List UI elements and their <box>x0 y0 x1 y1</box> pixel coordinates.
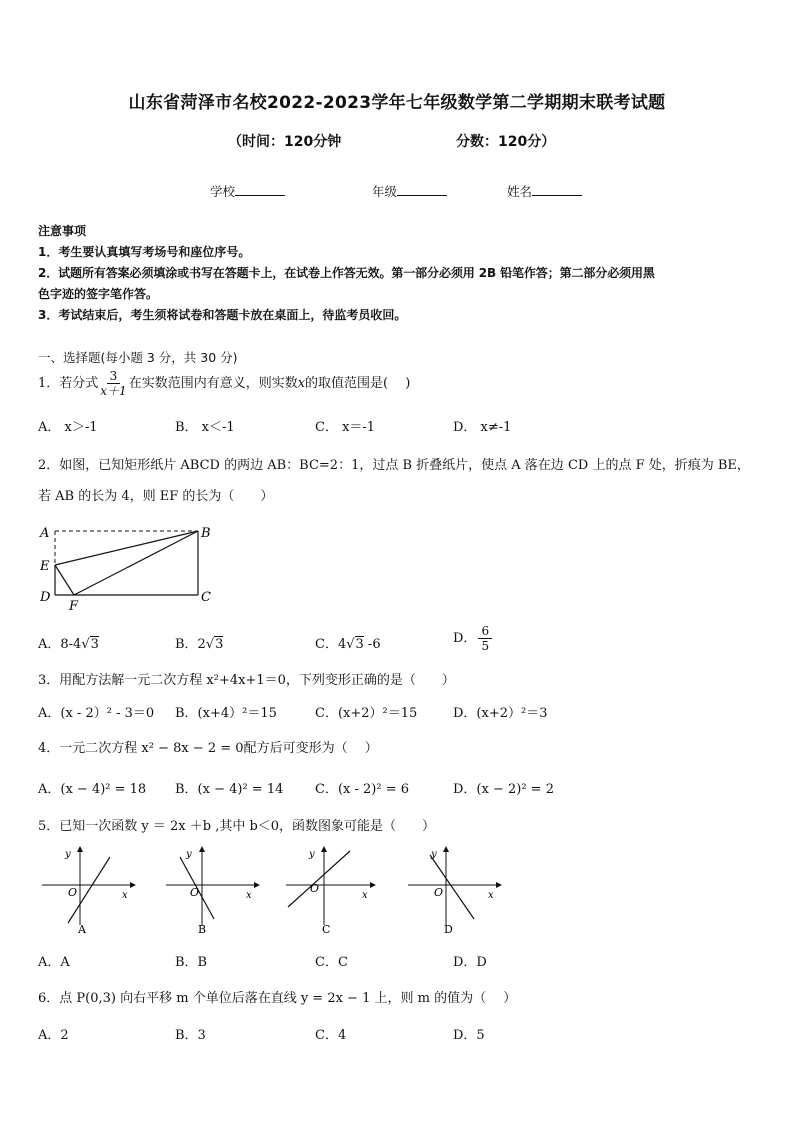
q1-post: 在实数范围内有意义，则实数 <box>128 376 298 391</box>
q2-option-c: C．4√3 -6 <box>315 637 381 652</box>
label-e: E <box>40 559 50 574</box>
note-item: 1．考生要认真填写考场号和座位序号。 <box>38 245 251 259</box>
q4-option-b: B．(x − 4)² = 14 <box>175 782 284 797</box>
question-3: 3．用配方法解一元二次方程 x²+4x+1＝0，下列变形正确的是（ ） <box>38 673 455 688</box>
graph-c-y-label: y <box>309 849 315 860</box>
note-item: 2．试题所有答案必须填涂或书写在答题卡上，在试卷上作答无效。第一部分必须用 2B 铅笔作答；第二部分必须用黑 <box>38 266 655 280</box>
q1-option-d: D． x≠-1 <box>453 420 512 435</box>
q2-option-d-numerator: 6 <box>478 624 492 639</box>
q1-numerator: 3 <box>107 369 121 384</box>
q2-option-d-fraction <box>478 624 492 653</box>
name-label: 姓名 <box>507 184 533 199</box>
q2-option-d-denominator: 5 <box>481 639 490 653</box>
label-c: C <box>201 590 211 605</box>
q2-option-c-post: -6 <box>363 637 381 652</box>
note-item: 色字迹的签字笔作答。 <box>38 287 159 301</box>
q2-option-a-pre: A．8-4 <box>38 637 82 652</box>
exam-title: 山东省菏泽市名校2022-2023学年七年级数学第二学期期末联考试题 <box>128 93 666 113</box>
q2-option-a-radicand: 3 <box>90 637 99 652</box>
graph-c-label: C <box>322 923 331 935</box>
q5-option-a: A．A <box>38 955 70 970</box>
question-1 <box>38 369 410 398</box>
label-d: D <box>40 590 51 605</box>
q1-var: x <box>297 376 306 391</box>
q2-line-2: 若 AB 的长为 4，则 EF 的长为（ ） <box>38 489 274 504</box>
label-a: A <box>40 526 50 541</box>
q2-rectangle-figure <box>36 522 216 614</box>
q2-option-d <box>453 624 494 653</box>
q3-option-a: A．(x - 2）² - 3＝0 <box>38 706 155 721</box>
q3-option-c: C．(x+2）²＝15 <box>315 706 418 721</box>
notes-heading: 注意事项 <box>38 224 87 238</box>
q1-option-b: B． x＜-1 <box>175 420 235 435</box>
segment-ef <box>55 565 74 595</box>
q1-option-c: C． x＝-1 <box>315 420 376 435</box>
q1-pre: 1．若分式 <box>38 376 99 391</box>
q1-fraction <box>100 369 126 398</box>
exam-score: 分数：120分） <box>456 134 556 150</box>
q3-option-d: D．(x+2）²＝3 <box>453 706 548 721</box>
name-field <box>507 182 582 200</box>
q5-graph-d <box>404 845 504 935</box>
q2-option-d-pre: D． <box>453 631 477 646</box>
segment-fb <box>74 531 198 595</box>
graph-b-label: B <box>198 923 207 935</box>
q5-graph-c <box>282 845 382 935</box>
school-blank <box>235 183 285 196</box>
graph-c-x-label: x <box>362 890 368 901</box>
graph-d-origin: O <box>434 886 444 899</box>
label-b: B <box>201 526 211 541</box>
note-item: 3．考试结束后，考生须将试卷和答题卡放在桌面上，待监考员收回。 <box>38 308 407 322</box>
q2-option-a: A．8-4√3 <box>38 637 99 652</box>
crease-be <box>55 531 198 565</box>
graph-b-y-label: y <box>186 849 192 860</box>
q5-graph-a <box>38 845 138 935</box>
graph-b-x-label: x <box>246 890 252 901</box>
q6-option-a: A．2 <box>38 1028 69 1043</box>
graph-a-x-label: x <box>122 890 128 901</box>
q2-option-c-radicand: 3 <box>355 637 364 652</box>
q4-option-a: A．(x − 4)² = 18 <box>38 782 147 797</box>
question-6: 6．点 P(0,3) 向右平移 m 个单位后落在直线 y = 2x − 1 上，则 m 的值为（ ） <box>38 991 517 1006</box>
graph-c-origin: O <box>310 882 320 895</box>
graph-d-x-label: x <box>488 890 494 901</box>
q4-option-d: D．(x − 2)² = 2 <box>453 782 554 797</box>
q2-option-c-pre: C．4 <box>315 637 347 652</box>
label-f: F <box>69 599 79 614</box>
q4-option-c: C．(x - 2)² = 6 <box>315 782 409 797</box>
grade-label: 年级 <box>372 184 398 199</box>
q5-graph-b <box>162 845 262 935</box>
q2-option-b-pre: B．2 <box>175 637 206 652</box>
q5-option-b: B．B <box>175 955 208 970</box>
q2-option-b-radicand: 3 <box>215 637 224 652</box>
question-5: 5．已知一次函数 y ＝ 2x ＋b ,其中 b＜0，函数图象可能是（ ） <box>38 819 436 834</box>
school-label: 学校 <box>210 184 236 199</box>
graph-a-origin: O <box>68 886 78 899</box>
question-4: 4．一元二次方程 x² − 8x − 2 = 0配方后可变形为（ ） <box>38 741 378 756</box>
graph-d-label: D <box>444 923 453 935</box>
q2-option-b: B．2√3 <box>175 637 224 652</box>
grade-field <box>372 182 447 200</box>
exam-time: （时间：120分钟 <box>228 134 342 150</box>
q6-option-d: D．5 <box>453 1028 485 1043</box>
q1-denominator: x＋1 <box>100 384 127 398</box>
school-field <box>210 182 285 200</box>
name-blank <box>532 183 582 196</box>
graph-b-origin: O <box>190 886 200 899</box>
section-heading: 一、选择题(每小题 3 分，共 30 分) <box>38 350 238 365</box>
q6-option-b: B．3 <box>175 1028 206 1043</box>
q2-line-1: 2．如图，已知矩形纸片 ABCD 的两边 AB：BC=2：1，过点 B 折叠纸片，使点 A 落在边 CD 上的点 F 处，折痕为 BE， <box>38 458 750 473</box>
q1-post2: 的取值范围是( ) <box>305 376 411 391</box>
q3-option-b: B．(x+4）²＝15 <box>175 706 277 721</box>
graph-d-y-label: y <box>431 849 437 860</box>
q5-option-d: D．D <box>453 955 487 970</box>
q5-option-c: C．C <box>315 955 348 970</box>
graph-c-line <box>288 851 350 907</box>
q6-option-c: C．4 <box>315 1028 347 1043</box>
q1-option-a: A． x＞-1 <box>38 420 98 435</box>
graph-a-label: A <box>78 923 86 935</box>
grade-blank <box>397 183 447 196</box>
graph-a-y-label: y <box>65 849 71 860</box>
